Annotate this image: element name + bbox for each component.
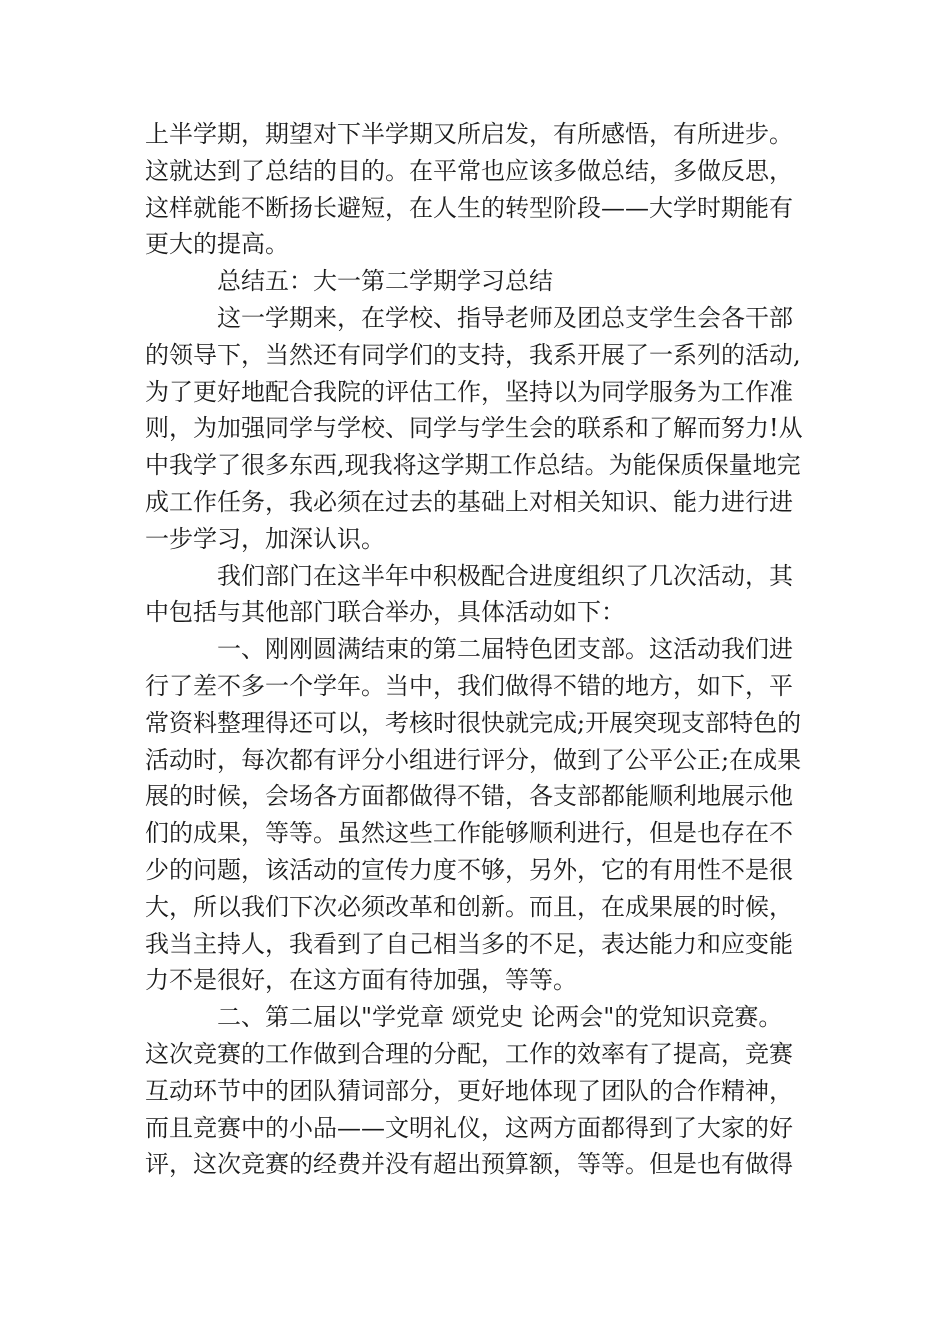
text-line: 总结五：大一第二学期学习总结	[217, 267, 553, 296]
text-line: 这样就能不断扬长避短，在人生的转型阶段——大学时期能有	[145, 193, 793, 222]
text-line: 中包括与其他部门联合举办，具体活动如下：	[145, 598, 625, 627]
text-line: 互动环节中的团队猜词部分，更好地体现了团队的合作精神，	[145, 1076, 793, 1105]
text-line: 一、刚刚圆满结束的第二届特色团支部。这活动我们进	[217, 635, 793, 664]
text-line: 行了差不多一个学年。当中，我们做得不错的地方，如下，平	[145, 671, 793, 700]
text-line: 评，这次竞赛的经费并没有超出预算额，等等。但是也有做得	[145, 1150, 793, 1179]
text-line: 中我学了很多东西,现我将这学期工作总结。为能保质保量地完	[145, 451, 801, 480]
text-line: 们的成果，等等。虽然这些工作能够顺利进行，但是也存在不	[145, 819, 793, 848]
text-line: 这就达到了总结的目的。在平常也应该多做总结，多做反思，	[145, 156, 793, 185]
text-line: 更大的提高。	[145, 230, 289, 259]
text-line: 展的时候，会场各方面都做得不错，各支部都能顺利地展示他	[145, 782, 793, 811]
document-body	[145, 116, 810, 1183]
text-line: 这一学期来，在学校、指导老师及团总支学生会各干部	[217, 303, 793, 332]
text-line: 大，所以我们下次必须改革和创新。而且，在成果展的时候，	[145, 892, 793, 921]
text-line: 力不是很好，在这方面有待加强，等等。	[145, 966, 577, 995]
text-line: 上半学期，期望对下半学期又所启发，有所感悟，有所进步。	[145, 120, 793, 148]
text-line: 我们部门在这半年中积极配合进度组织了几次活动，其	[217, 561, 793, 590]
text-line: 二、第二届以"学党章 颂党史 论两会"的党知识竞赛。	[217, 1003, 783, 1032]
text-line: 这次竞赛的工作做到合理的分配，工作的效率有了提高，竞赛	[145, 1039, 793, 1068]
text-line: 常资料整理得还可以，考核时很快就完成;开展突现支部特色的	[145, 708, 802, 737]
text-line: 我当主持人，我看到了自己相当多的不足，表达能力和应变能	[145, 929, 793, 958]
text-line: 一步学习，加深认识。	[145, 524, 385, 553]
text-line: 则，为加强同学与学校、同学与学生会的联系和了解而努力!从	[145, 414, 803, 443]
text-line: 的领导下，当然还有同学们的支持，我系开展了一系列的活动,	[145, 340, 801, 369]
text-line: 为了更好地配合我院的评估工作，坚持以为同学服务为工作准	[145, 377, 793, 406]
text-line: 而且竞赛中的小品——文明礼仪，这两方面都得到了大家的好	[145, 1113, 793, 1142]
text-line: 少的问题，该活动的宣传力度不够，另外，它的有用性不是很	[145, 855, 793, 884]
text-line: 活动时，每次都有评分小组进行评分，做到了公平公正;在成果	[145, 745, 802, 774]
text-line: 成工作任务，我必须在过去的基础上对相关知识、能力进行进	[145, 487, 793, 516]
